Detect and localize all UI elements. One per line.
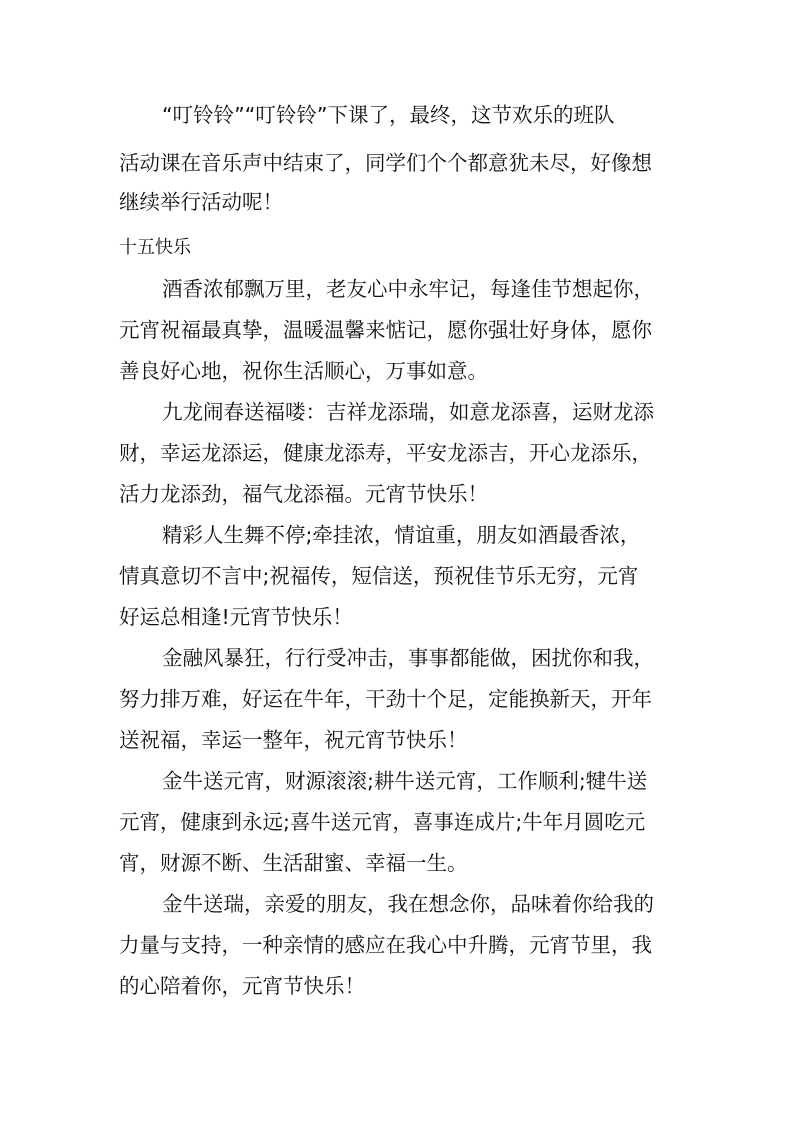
section-heading: 十五快乐	[119, 237, 191, 258]
paragraph-6-line-1: 金牛送元宵，财源滚滚;耕牛送元宵，工作顺利;犍牛送	[162, 769, 648, 793]
paragraph-5-line-1: 金融风暴狂，行行受冲击，事事都能做，困扰你和我，	[162, 646, 654, 670]
paragraph-3-line-1: 九龙闹春送福喽：吉祥龙添瑞，如意龙添喜，运财龙添	[162, 400, 654, 424]
paragraph-4-line-2: 情真意切不言中;祝福传，短信送，预祝佳节乐无穷，元宵	[119, 564, 639, 588]
paragraph-6-line-3: 宵，财源不断、生活甜蜜、幸福一生。	[119, 851, 468, 875]
paragraph-4-line-1: 精彩人生舞不停;牵挂浓，情谊重，朋友如酒最香浓，	[162, 523, 641, 547]
paragraph-7-line-1: 金牛送瑞，亲爱的朋友，我在想念你，品味着你给我的	[162, 892, 654, 916]
paragraph-4-line-3: 好运总相逢!元宵节快乐！	[119, 605, 353, 629]
paragraph-5-line-2: 努力排万难，好运在牛年，干劲十个足，定能换新天，开年	[119, 687, 652, 711]
paragraph-5-line-3: 送祝福，幸运一整年，祝元宵节快乐！	[119, 728, 468, 752]
paragraph-6-line-2: 元宵，健康到永远;喜牛送元宵，喜事连成片;牛年月圆吃元	[119, 810, 646, 834]
paragraph-2-line-1: 酒香浓郁飘万里，老友心中永牢记，每逢佳节想起你，	[162, 277, 654, 301]
paragraph-7-line-2: 力量与支持，一种亲情的感应在我心中升腾，元宵节里，我	[119, 933, 652, 957]
paragraph-3-line-2: 财，幸运龙添运，健康龙添寿，平安龙添吉，开心龙添乐，	[119, 441, 652, 465]
paragraph-1-line-1: “叮铃铃”“叮铃铃”下课了，最终，这节欢乐的班队	[162, 103, 615, 127]
paragraph-1-line-3: 继续举行活动呢！	[119, 190, 283, 214]
paragraph-3-line-3: 活力龙添劲，福气龙添福。元宵节快乐！	[119, 482, 488, 506]
paragraph-2-line-2: 元宵祝福最真挚，温暖温馨来惦记，愿你强壮好身体，愿你	[119, 318, 652, 342]
paragraph-7-line-3: 的心陪着你，元宵节快乐！	[119, 974, 365, 998]
paragraph-2-line-3: 善良好心地，祝你生活顺心，万事如意。	[119, 359, 488, 383]
paragraph-1-line-2: 活动课在音乐声中结束了，同学们个个都意犹未尽，好像想	[119, 151, 652, 175]
